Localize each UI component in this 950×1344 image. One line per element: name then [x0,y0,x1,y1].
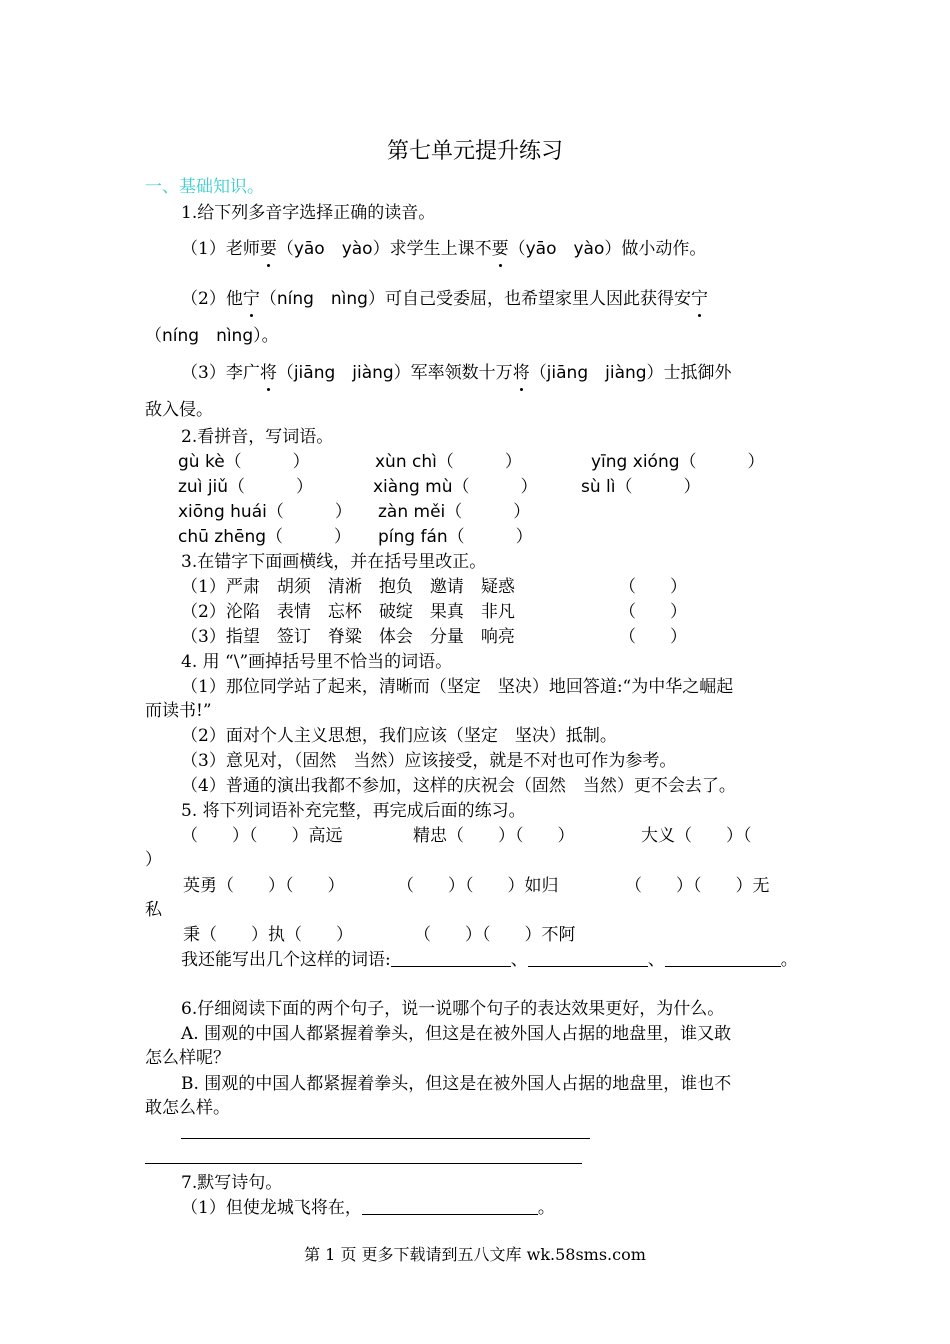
question-2-heading: 2.看拼音，写词语。 [181,427,334,447]
pinyin-item: sù lì（ ） [581,477,701,497]
pinyin-item: chū zhēng（ ） [178,527,352,547]
pinyin-item: zuì jiǔ（ ） [178,477,314,497]
question-6-heading: 6.仔细阅读下面的两个句子，说一说哪个句子的表达效果更好，为什么。 [181,999,725,1019]
question-4-sentence-2: （2）面对个人主义思想，我们应该（坚定 坚决）抵制。 [181,726,617,746]
answer-line[interactable] [145,1163,582,1164]
question-4-sentence-1: （1）那位同学站了起来，清晰而（坚定 坚决）地回答道:“为中华之崛起 [181,677,734,697]
answer-blank[interactable] [528,950,648,967]
question-6-option-b: B. 围观的中国人都紧握着拳头，但这是在被外国人占据的地盘里，谁也不 [181,1074,732,1094]
dotted-char: 要 [491,239,509,259]
answer-blank[interactable] [362,1198,538,1215]
pinyin-item: xiōng huái（ ） [178,502,352,522]
idiom-blank: （ ）（ ）无 [625,876,770,896]
question-3-heading: 3.在错字下面画横线，并在括号里改正。 [181,552,487,572]
idiom-blank-cont: 私 [145,900,162,920]
idiom-blank-cont: ） [145,850,162,870]
pinyin-item: yīng xióng（ ） [591,452,765,472]
question-1-sentence-2: （2）他宁（níng nìng）可自己受委屈，也希望家里人因此获得安宁 [181,289,708,309]
question-4-heading: 4. 用 “\”画掉括号里不恰当的词语。 [181,652,453,672]
question-4-sentence-1-cont: 而读书!” [145,701,212,721]
question-4-sentence-3: （3）意见对，（固然 当然）应该接受，就是不对也可作为参考。 [181,751,677,771]
question-6-option-a-cont: 怎么样呢？ [145,1048,230,1068]
dotted-char: 宁 [690,289,708,309]
question-1-sentence-2-cont: （níng nìng）。 [145,326,279,346]
question-1-sentence-3-cont: 敌入侵。 [145,400,213,420]
question-7-line-1: （1）但使龙城飞将在， 。 [181,1198,555,1218]
answer-line[interactable] [181,1138,590,1139]
error-word-row: （1）严肃 胡须 清淅 抱负 邀请 疑惑 [181,577,515,597]
question-1-sentence-3: （3）李广将（jiāng jiàng）军率领数十万将（jiāng jiàng）士抵御外 [181,363,732,383]
question-6-option-b-cont: 敢怎么样。 [145,1098,230,1118]
answer-paren: （ ） [619,602,687,622]
answer-blank[interactable] [665,950,781,967]
question-5-heading: 5. 将下列词语补充完整，再完成后面的练习。 [181,801,526,821]
error-word-row: （2）沦陷 表情 忘杯 破绽 果真 非凡 [181,602,515,622]
idiom-blank: （ ）（ ）不阿 [414,925,576,945]
idiom-blank: 大义（ ）（ [641,826,752,846]
idiom-blank: 精忠（ ）（ ） [413,826,575,846]
error-word-row: （3）指望 签订 脊粱 体会 分量 响亮 [181,627,515,647]
answer-paren: （ ） [619,627,687,647]
page-footer: 第 1 页 更多下载请到五八文库 wk.58sms.com [304,1245,646,1264]
idiom-blank: 英勇（ ）（ ） [183,876,345,896]
question-1-heading: 1.给下列多音字选择正确的读音。 [181,203,436,223]
pinyin-item: xùn chì（ ） [375,452,522,472]
question-1-sentence-1: （1）老师要（yāo yào）求学生上课不要（yāo yào）做小动作。 [181,239,707,259]
section-heading-basic-knowledge: 一、基础知识。 [145,177,264,197]
question-6-option-a: A. 围观的中国人都紧握着拳头，但这是在被外国人占据的地盘里，谁又敢 [181,1024,732,1044]
idiom-blank: 秉（ ）执（ ） [183,925,353,945]
idiom-blank: （ ）（ ）高远 [181,826,343,846]
dotted-char: 宁 [242,289,260,309]
pinyin-item: gù kè（ ） [178,452,310,472]
dotted-char: 将 [259,363,277,383]
idiom-blank: （ ）（ ）如归 [397,876,559,896]
pinyin-item: zàn měi（ ） [378,502,531,522]
dotted-char: 要 [259,239,277,259]
question-4-sentence-4: （4）普通的演出我都不参加，这样的庆祝会（固然 当然）更不会去了。 [181,776,736,796]
answer-blank[interactable] [391,950,511,967]
pinyin-item: xiàng mù（ ） [373,477,538,497]
answer-paren: （ ） [619,577,687,597]
question-7-heading: 7.默写诗句。 [181,1173,283,1193]
dotted-char: 将 [512,363,530,383]
page-title: 第七单元提升练习 [386,139,563,164]
pinyin-item: píng fán（ ） [378,527,533,547]
more-idioms-line: 我还能写出几个这样的词语: 、 、 。 [181,950,798,970]
